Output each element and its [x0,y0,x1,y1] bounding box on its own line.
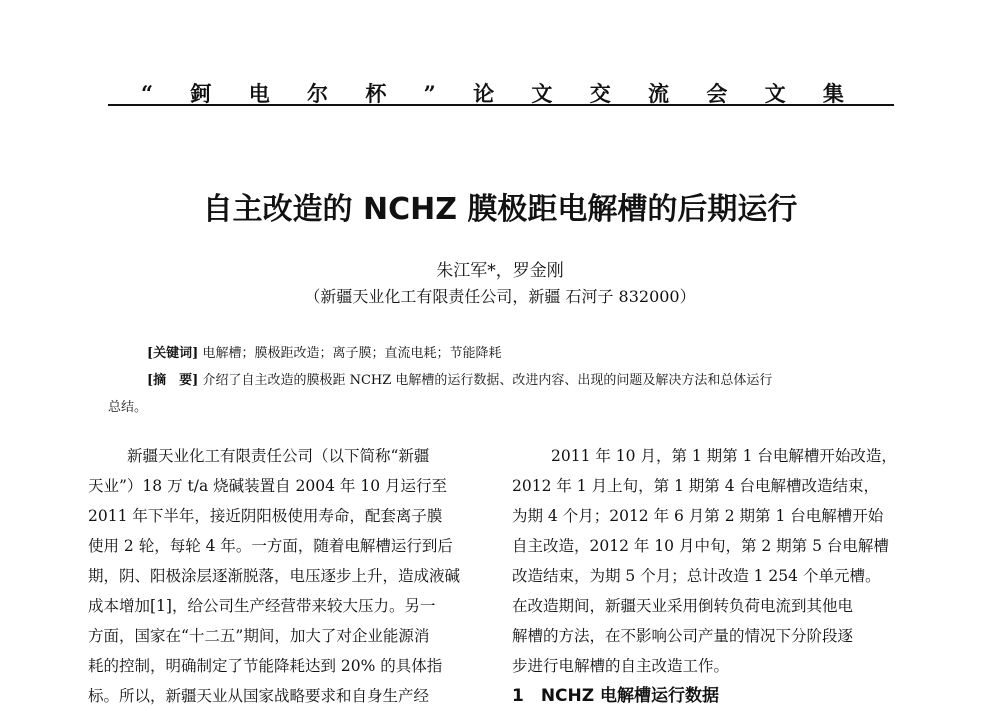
body-line: 新疆天业化工有限责任公司（以下简称“新疆 [127,447,430,465]
author-line: 朱江军*，罗金刚 [436,261,564,281]
left-column [88,441,473,711]
keywords-text: 电解槽；膜极距改造；离子膜；直流电耗；节能降耗 [202,346,502,361]
body-line: 2012 年 1 月上旬，第 1 期第 4 台电解槽改造结束， [512,477,880,495]
body-line: 期，阴、阳极涂层逐渐脱落，电压逐步上升，造成液碱 [88,567,461,585]
summary-text-1: 介绍了自主改造的膜极距 NCHZ 电解槽的运行数据、改进内容、出现的问题及解决方法和总体运行 [202,373,773,388]
header-rule [108,104,894,106]
body-line: 使用 2 轮，每轮 4 年。一方面，随着电解槽运行到后 [88,537,453,555]
article-title: 自主改造的 NCHZ 膜极距电解槽的后期运行 [202,192,798,227]
body-line: 步进行电解槽的自主改造工作。 [512,657,730,675]
body-line: 2011 年下半年，接近阴阳极使用寿命，配套离子膜 [88,507,443,525]
body-line: 为期 4 个月；2012 年 6 月第 2 期第 1 台电解槽开始 [512,507,884,525]
body-line: 方面，国家在“十二五”期间，加大了对企业能源消 [88,627,430,645]
body-line: 自主改造，2012 年 10 月中旬，第 2 期第 5 台电解槽 [512,537,889,555]
summary-line-2: 总结。 [108,400,148,415]
summary-line-1 [108,367,878,394]
body-line: 天业”）18 万 t/a 烧碱装置自 2004 年 10 月运行至 [88,477,447,495]
body-line: 标。所以，新疆天业从国家战略要求和自身生产经 [88,687,430,705]
body-line: 耗的控制，明确制定了节能降耗达到 20% 的具体指 [88,657,443,675]
body-line: 2011 年 10 月，第 1 期第 1 台电解槽开始改造， [551,447,897,465]
running-head: “ 鈳 电 尔 杯 ” 论 文 交 流 会 文 集 [141,81,859,106]
body-line: 改造结束，为期 5 个月；总计改造 1 254 个单元槽。 [512,567,881,585]
abstract-block [108,340,878,421]
section-heading: 1 NCHZ 电解槽运行数据 [512,686,720,706]
keywords-label: [关键词] [147,346,199,361]
body-line: 解槽的方法，在不影响公司产量的情况下分阶段逐 [512,627,854,645]
body-line: 在改造期间，新疆天业采用倒转负荷电流到其他电 [512,597,854,615]
affiliation-line: （新疆天业化工有限责任公司，新疆 石河子 832000） [304,287,696,306]
keywords-line [108,340,878,367]
body-line: 成本增加[1]，给公司生产经营带来较大压力。另一 [88,597,436,615]
right-column [512,441,904,711]
summary-label: [摘 要] [147,373,199,388]
